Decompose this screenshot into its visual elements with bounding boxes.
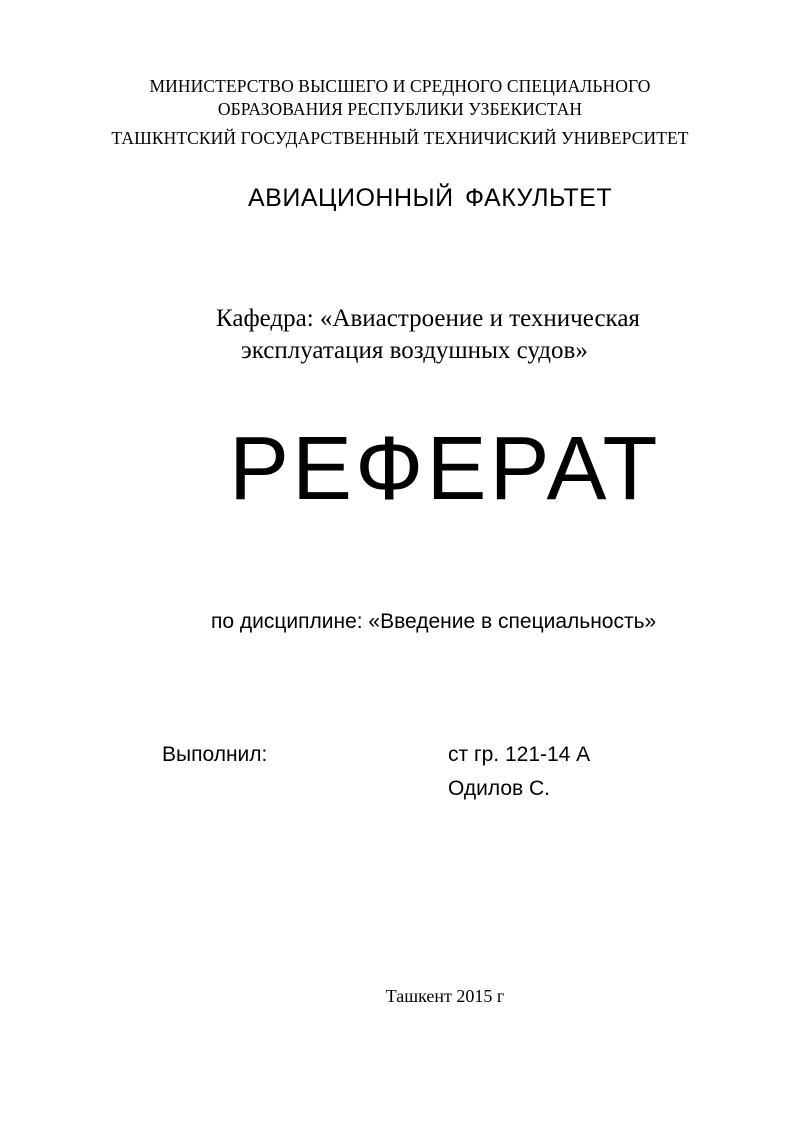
- discipline-line: по дисциплине: «Введение в специальность»: [211, 610, 657, 633]
- student-group: ст гр. 121-14 А: [448, 743, 591, 766]
- faculty-title: АВИАЦИОННЫЙ ФАКУЛЬТЕТ: [248, 184, 613, 212]
- performed-by-label: Выполнил:: [162, 743, 268, 766]
- ministry-line-1: МИНИСТЕРСТВО ВЫСШЕГО И СРЕДНОГО СПЕЦИАЛЬНОГО: [149, 76, 651, 96]
- department-line-1: Кафедра: «Авиастроение и техническая: [216, 305, 640, 332]
- university-name: ТАШКНТСКИЙ ГОСУДАРСТВЕННЫЙ ТЕХНИЧИСКИЙ УНИВЕРСИТЕТ: [111, 128, 689, 148]
- student-name: Одилов С.: [448, 777, 551, 800]
- ministry-line-2: ОБРАЗОВАНИЯ РЕСПУБЛИКИ УЗБЕКИСТАН: [217, 99, 583, 119]
- department-line-2: эксплуатация воздушных судов»: [241, 337, 588, 364]
- city-year: Ташкент 2015 г: [385, 986, 505, 1006]
- document-type-title: РЕФЕРАТ: [229, 419, 661, 519]
